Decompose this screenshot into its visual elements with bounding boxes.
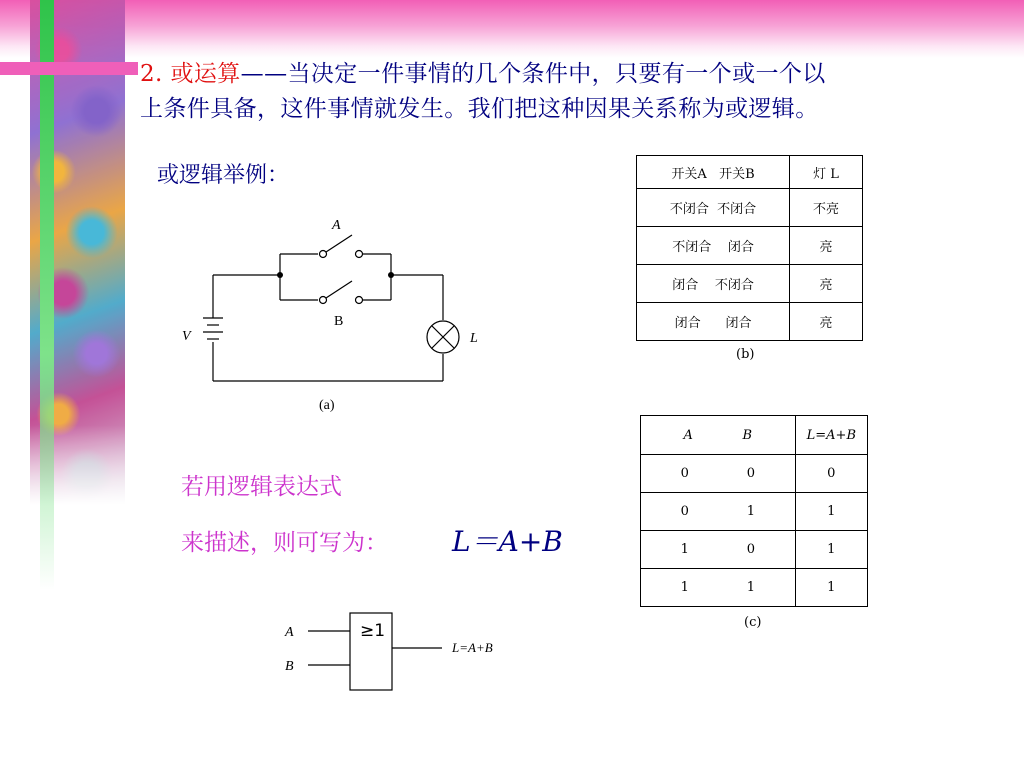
em-dash: —— bbox=[240, 61, 288, 87]
table-row bbox=[637, 303, 863, 341]
switch-b-blade bbox=[326, 281, 352, 298]
table-row bbox=[637, 189, 863, 227]
table-cell: 0 0 bbox=[641, 455, 796, 493]
table-cell: 闭合 不闭合 bbox=[637, 265, 790, 303]
gate-input-b-label: B bbox=[285, 659, 294, 674]
table-cell: 不亮 bbox=[790, 189, 863, 227]
switch-b-contact-left bbox=[320, 297, 327, 304]
table-row bbox=[637, 227, 863, 265]
table-c-caption: (c) bbox=[744, 615, 762, 630]
or-circuit-diagram bbox=[170, 210, 500, 415]
table-cell: 1 0 bbox=[641, 531, 796, 569]
table-row bbox=[637, 265, 863, 303]
gate-output-label: L=A+B bbox=[452, 640, 493, 655]
table-header-cell: L=A+B bbox=[795, 416, 867, 455]
table-cell: 0 1 bbox=[641, 493, 796, 531]
table-cell: 不闭合 不闭合 bbox=[637, 189, 790, 227]
expression-intro-line1: 若用逻辑表达式 bbox=[181, 474, 342, 500]
circuit-caption: (a) bbox=[319, 398, 335, 413]
table-row bbox=[641, 493, 868, 531]
section-number: 2. bbox=[140, 61, 163, 87]
table-cell: 1 bbox=[795, 531, 867, 569]
expression-intro-line2: 来描述，则可写为： bbox=[181, 530, 388, 556]
gate-symbol-text: ≥1 bbox=[360, 621, 386, 641]
or-gate-symbol bbox=[280, 605, 520, 695]
definition-text bbox=[140, 57, 1000, 127]
switch-a-blade bbox=[326, 235, 352, 252]
table-row bbox=[637, 156, 863, 189]
table-cell: 0 bbox=[795, 455, 867, 493]
table-cell: 1 bbox=[795, 493, 867, 531]
or-formula: L＝A+B bbox=[452, 525, 563, 558]
table-cell: 不闭合 闭合 bbox=[637, 227, 790, 265]
switch-b-contact-right bbox=[356, 297, 363, 304]
voltage-label: V bbox=[182, 329, 191, 344]
table-cell: 亮 bbox=[790, 265, 863, 303]
definition-line2: 上条件具备，这件事情就发生。我们把这种因果关系称为或逻辑。 bbox=[140, 96, 819, 122]
lamp-label: L bbox=[470, 331, 478, 346]
or-truth-table bbox=[640, 415, 868, 607]
table-row bbox=[641, 416, 868, 455]
example-label: 或逻辑举例： bbox=[157, 163, 290, 188]
table-cell: 闭合 闭合 bbox=[637, 303, 790, 341]
table-b-caption: (b) bbox=[736, 347, 755, 362]
table-row bbox=[641, 569, 868, 607]
junction-right bbox=[388, 272, 394, 278]
definition-line1: 当决定一件事情的几个条件中，只要有一个或一个以 bbox=[287, 61, 826, 87]
gate-input-a-label: A bbox=[285, 625, 294, 640]
switch-a-label: A bbox=[332, 218, 341, 233]
decorative-pink-bar bbox=[0, 62, 138, 75]
switch-b-label: B bbox=[334, 314, 344, 329]
switch-lamp-table bbox=[636, 155, 863, 341]
switch-a-contact-right bbox=[356, 251, 363, 258]
table-header-cell: A B bbox=[641, 416, 796, 455]
table-cell: 亮 bbox=[790, 303, 863, 341]
header-gradient-bar bbox=[0, 0, 1024, 58]
table-row bbox=[641, 455, 868, 493]
decorative-green-bar bbox=[40, 0, 54, 590]
or-operation-term: 或运算 bbox=[170, 61, 241, 87]
junction-left bbox=[277, 272, 283, 278]
table-header-cell: 灯 L bbox=[790, 156, 863, 189]
table-header-cell: 开关A 开关B bbox=[637, 156, 790, 189]
table-cell: 1 bbox=[795, 569, 867, 607]
table-cell: 亮 bbox=[790, 227, 863, 265]
table-row bbox=[641, 531, 868, 569]
switch-a-contact-left bbox=[320, 251, 327, 258]
table-cell: 1 1 bbox=[641, 569, 796, 607]
